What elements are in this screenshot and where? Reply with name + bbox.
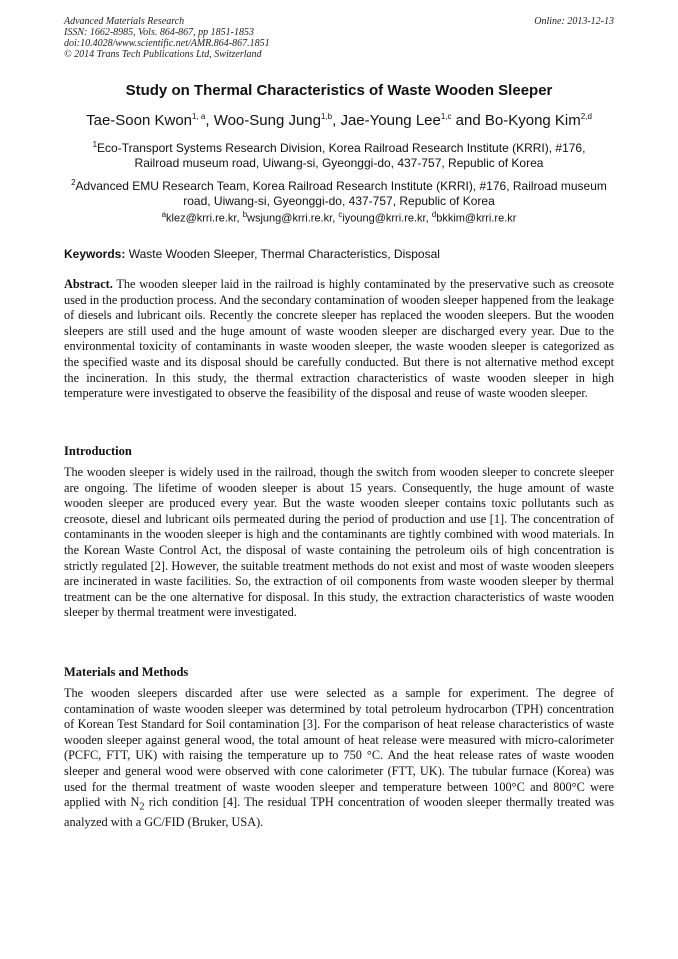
author-sup: 2,d (580, 112, 592, 121)
mm-text-part1: The wooden sleepers discarded after use were selected as a sample for experiment. The degree of contamination of waste wooden sleeper was determined by total petroleum hydrocarbon (TPH) concentration of Korean Test Standard for Soil contamination [3]. For the comparison of heat release characteristics of waste wooden sleeper against general wood, the total amount of heat release were measured with micro-calorimeter (PCFC, FTT, UK) with raising the temperature up to 750 °C. And the heat release rates of waste wooden sleeper and general wood were observed with cone calorimeter (FTT, UK). The tubular furnace (Korea) was used for the thermal treatment of waste wooden sleeper and temperature between 100°C and 800°C were applied with N (64, 686, 614, 810)
section-heading-materials-methods: Materials and Methods (64, 665, 189, 679)
affiliation-1 (70, 137, 608, 171)
keywords-text: Waste Wooden Sleeper, Thermal Characteristics, Disposal (128, 247, 440, 261)
abstract (64, 277, 614, 402)
author-sup: 1,c (440, 112, 452, 121)
mm-text-part2: rich condition [4]. The residual TPH concentration of wooden sleeper thermally treated was analyzed with a GC/FID (Bruker, USA). (64, 795, 614, 830)
affiliation-2 (70, 175, 608, 209)
affiliation-sup: 2 (71, 178, 76, 187)
keywords (64, 247, 614, 261)
journal-doi: doi:10.4028/www.scientific.net/AMR.864-867.1851 (64, 38, 270, 49)
online-date: Online: 2013-12-13 (534, 16, 614, 27)
email-link[interactable]: klez@krri.re.kr (166, 212, 237, 225)
author-sup: 1, a (192, 112, 206, 121)
mm-subscript: 2 (139, 801, 145, 813)
email-link[interactable]: wsjung@krri.re.kr (247, 212, 333, 225)
journal-issn: ISSN: 1662-8985, Vols. 864-867, pp 1851-1853 (64, 27, 254, 38)
keywords-label: Keywords: (64, 247, 126, 261)
journal-copyright: © 2014 Trans Tech Publications Ltd, Switzerland (64, 49, 262, 60)
email-sup: a (161, 210, 167, 219)
author-list (0, 112, 678, 129)
author-separator: , (332, 112, 341, 129)
email-sup: c (338, 210, 343, 219)
email-sup: b (242, 210, 248, 219)
email-link[interactable]: bkkim@krri.re.kr (436, 212, 517, 225)
author-name: Woo-Sung Jung (213, 112, 321, 129)
affiliation-text: Advanced EMU Research Team, Korea Railroad Research Institute (KRRI), #176, Railroad museum road, Uiwang-si, Gyeonggi-do, 437-757, Republic of Korea (75, 179, 607, 208)
email-sup: d (431, 210, 437, 219)
journal-name: Advanced Materials Research (64, 16, 185, 27)
author-name: Bo-Kyong Kim (484, 112, 581, 129)
author-name: Jae-Young Lee (340, 112, 441, 129)
author-name: Tae-Soon Kwon (86, 112, 193, 129)
author-sup: 1,b (321, 112, 333, 121)
email-list: $^a$klez@krri.re.kr, $^b$wsjung@krri.re.kr, $^c$iyoung@krri.re.kr, $^d$bkkim@krri.re.kr (161, 210, 517, 225)
affiliation-text: Eco-Transport Systems Research Division, Korea Railroad Research Institute (KRRI), #176, Railroad museum road, Uiwang-si, Gyeonggi-do, 437-757, Republic of Korea (97, 141, 586, 170)
email-link[interactable]: iyoung@krri.re.kr (342, 212, 426, 225)
author-separator: , (205, 112, 214, 129)
affiliation-sup: 1 (92, 140, 98, 149)
author-and: and (451, 112, 485, 129)
abstract-text: The wooden sleeper laid in the railroad is highly contaminated by the preservative such as creosote used in the production process. And the secondary contamination of wooden sleeper happened from the leakage of diesels and lubricant oils. Recently the concrete sleeper has replaced the wooden sleepers. But the wooden sleepers are still used and the huge amount of waste wooden sleeper are discharged every year. Due to the environmental toxicity of contaminants in waste wooden sleeper, the waste wooden sleeper is categorized as the specified waste and its disposal should be carefully conducted. But there is not alternative method except the incineration. In this study, the thermal extraction characteristics of waste wooden sleeper in high temperature were investigated to observe the feasibility of the disposal and reuse of waste wooden sleeper. (64, 277, 614, 401)
section-heading-introduction: Introduction (64, 444, 132, 458)
introduction-paragraph: The wooden sleeper is widely used in the railroad, though the switch from wooden sleeper to concrete sleeper are ongoing. The lifetime of wooden sleeper is about 15 years. Consequently, the huge amount of waste wooden sleeper are produced every year. But the waste wooden sleeper contains toxic pollutants such as creosote, diesel and lubricant oils permeated during the period of production and use [1]. The concentration of contaminants in the wooden sleeper is high and the contaminants are tightly combined with wood materials. In the Korean Waste Control Act, the disposal of waste containing the petroleum oils of high concentration is strictly regulated [2]. However, the suitable treatment methods do not exist and most of waste wooden sleepers are incinerated in waste facilities. So, the extraction of oil components from waste wooden sleeper by thermal treatment can be the one alternative for disposal. In this study, the extraction characteristics of waste wooden sleeper by thermal treatment were investigated. (64, 465, 614, 620)
materials-methods-paragraph (64, 686, 614, 831)
abstract-label: Abstract. (64, 277, 113, 291)
paper-title: Study on Thermal Characteristics of Waste Wooden Sleeper (125, 82, 553, 99)
journal-header (64, 16, 614, 60)
